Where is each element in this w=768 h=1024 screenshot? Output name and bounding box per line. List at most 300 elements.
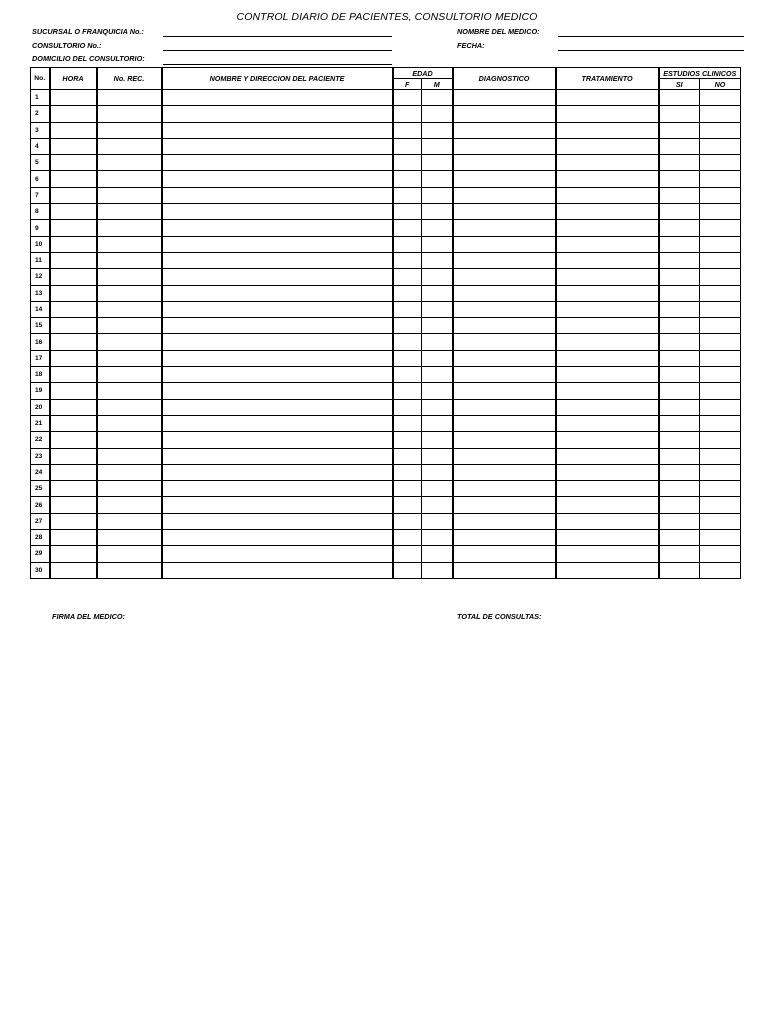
estudios-si-cell[interactable] — [659, 138, 700, 154]
no-rec-cell[interactable] — [97, 432, 162, 448]
estudios-si-cell[interactable] — [659, 546, 700, 562]
estudios-si-cell[interactable] — [659, 562, 700, 578]
tratamiento-cell[interactable] — [556, 497, 659, 513]
edad-m-cell[interactable] — [422, 415, 453, 431]
edad-m-cell[interactable] — [422, 367, 453, 383]
no-rec-cell[interactable] — [97, 220, 162, 236]
row-number: 5 — [31, 155, 50, 171]
hora-cell[interactable] — [50, 204, 97, 220]
row-number: 11 — [31, 252, 50, 268]
estudios-no-cell[interactable] — [700, 318, 741, 334]
nombre-cell[interactable] — [162, 269, 393, 285]
no-rec-cell[interactable] — [97, 530, 162, 546]
edad-f-cell[interactable] — [393, 334, 422, 350]
hora-cell[interactable] — [50, 285, 97, 301]
edad-m-cell[interactable] — [422, 562, 453, 578]
tratamiento-cell[interactable] — [556, 415, 659, 431]
hora-cell[interactable] — [50, 415, 97, 431]
estudios-si-cell[interactable] — [659, 530, 700, 546]
table-row — [31, 415, 741, 431]
diagnostico-cell[interactable] — [453, 350, 556, 366]
tratamiento-cell[interactable] — [556, 269, 659, 285]
estudios-si-cell[interactable] — [659, 90, 700, 106]
edad-f-cell[interactable] — [393, 367, 422, 383]
hora-cell[interactable] — [50, 562, 97, 578]
estudios-si-cell[interactable] — [659, 415, 700, 431]
no-rec-cell[interactable] — [97, 383, 162, 399]
estudios-no-cell[interactable] — [700, 350, 741, 366]
edad-m-cell[interactable] — [422, 497, 453, 513]
estudios-no-cell[interactable] — [700, 155, 741, 171]
hora-cell[interactable] — [50, 155, 97, 171]
nombre-cell[interactable] — [162, 448, 393, 464]
hora-cell[interactable] — [50, 367, 97, 383]
hora-cell[interactable] — [50, 432, 97, 448]
estudios-no-cell[interactable] — [700, 285, 741, 301]
estudios-no-cell[interactable] — [700, 220, 741, 236]
nombre-cell[interactable] — [162, 530, 393, 546]
table-row — [31, 513, 741, 529]
edad-m-cell[interactable] — [422, 334, 453, 350]
tratamiento-cell[interactable] — [556, 562, 659, 578]
row-number: 8 — [31, 204, 50, 220]
diagnostico-cell[interactable] — [453, 383, 556, 399]
fecha-field[interactable] — [558, 50, 744, 51]
nombre-cell[interactable] — [162, 464, 393, 480]
estudios-no-cell[interactable] — [700, 415, 741, 431]
edad-m-cell[interactable] — [422, 285, 453, 301]
edad-m-cell[interactable] — [422, 318, 453, 334]
tratamiento-cell[interactable] — [556, 383, 659, 399]
edad-f-cell[interactable] — [393, 155, 422, 171]
nombre-cell[interactable] — [162, 138, 393, 154]
estudios-no-cell[interactable] — [700, 90, 741, 106]
edad-m-cell[interactable] — [422, 138, 453, 154]
edad-f-cell[interactable] — [393, 285, 422, 301]
tratamiento-cell[interactable] — [556, 187, 659, 203]
diagnostico-cell[interactable] — [453, 415, 556, 431]
hora-cell[interactable] — [50, 187, 97, 203]
edad-m-cell[interactable] — [422, 530, 453, 546]
tratamiento-cell[interactable] — [556, 481, 659, 497]
nombre-cell[interactable] — [162, 334, 393, 350]
no-rec-cell[interactable] — [97, 546, 162, 562]
estudios-si-cell[interactable] — [659, 334, 700, 350]
edad-m-cell[interactable] — [422, 513, 453, 529]
tratamiento-cell[interactable] — [556, 106, 659, 122]
edad-m-cell[interactable] — [422, 269, 453, 285]
edad-f-cell[interactable] — [393, 432, 422, 448]
diagnostico-cell[interactable] — [453, 481, 556, 497]
domicilio-field[interactable] — [163, 64, 392, 65]
edad-m-cell[interactable] — [422, 106, 453, 122]
no-rec-cell[interactable] — [97, 204, 162, 220]
tratamiento-cell[interactable] — [556, 204, 659, 220]
estudios-no-cell[interactable] — [700, 464, 741, 480]
diagnostico-cell[interactable] — [453, 204, 556, 220]
estudios-no-cell[interactable] — [700, 334, 741, 350]
edad-f-cell[interactable] — [393, 187, 422, 203]
estudios-no-cell[interactable] — [700, 399, 741, 415]
no-rec-cell[interactable] — [97, 155, 162, 171]
total-consultas-label: TOTAL DE CONSULTAS: — [457, 612, 542, 621]
nombre-cell[interactable] — [162, 497, 393, 513]
edad-f-cell[interactable] — [393, 220, 422, 236]
diagnostico-cell[interactable] — [453, 301, 556, 317]
edad-f-cell[interactable] — [393, 546, 422, 562]
estudios-si-cell[interactable] — [659, 171, 700, 187]
edad-m-cell[interactable] — [422, 301, 453, 317]
estudios-si-cell[interactable] — [659, 481, 700, 497]
estudios-si-cell[interactable] — [659, 367, 700, 383]
diagnostico-cell[interactable] — [453, 432, 556, 448]
estudios-si-cell[interactable] — [659, 204, 700, 220]
tratamiento-cell[interactable] — [556, 171, 659, 187]
estudios-no-cell[interactable] — [700, 187, 741, 203]
estudios-si-cell[interactable] — [659, 220, 700, 236]
edad-f-cell[interactable] — [393, 383, 422, 399]
edad-f-cell[interactable] — [393, 171, 422, 187]
estudios-si-cell[interactable] — [659, 187, 700, 203]
table-row — [31, 187, 741, 203]
estudios-si-cell[interactable] — [659, 497, 700, 513]
estudios-si-cell[interactable] — [659, 301, 700, 317]
diagnostico-cell[interactable] — [453, 285, 556, 301]
estudios-si-cell[interactable] — [659, 383, 700, 399]
nombre-cell[interactable] — [162, 171, 393, 187]
diagnostico-cell[interactable] — [453, 497, 556, 513]
edad-f-cell[interactable] — [393, 448, 422, 464]
nombre-cell[interactable] — [162, 220, 393, 236]
nombre-cell[interactable] — [162, 546, 393, 562]
estudios-no-cell[interactable] — [700, 383, 741, 399]
nombre-cell[interactable] — [162, 155, 393, 171]
estudios-no-cell[interactable] — [700, 138, 741, 154]
edad-m-cell[interactable] — [422, 155, 453, 171]
estudios-no-cell[interactable] — [700, 481, 741, 497]
row-number: 26 — [31, 497, 50, 513]
hora-cell[interactable] — [50, 236, 97, 252]
tratamiento-cell[interactable] — [556, 220, 659, 236]
diagnostico-cell[interactable] — [453, 367, 556, 383]
tratamiento-cell[interactable] — [556, 236, 659, 252]
no-rec-cell[interactable] — [97, 301, 162, 317]
edad-f-cell[interactable] — [393, 399, 422, 415]
hora-cell[interactable] — [50, 448, 97, 464]
estudios-no-cell[interactable] — [700, 204, 741, 220]
nombre-cell[interactable] — [162, 301, 393, 317]
estudios-no-cell[interactable] — [700, 432, 741, 448]
edad-f-cell[interactable] — [393, 497, 422, 513]
nombre-cell[interactable] — [162, 399, 393, 415]
medico-label: NOMBRE DEL MEDICO: — [457, 27, 540, 36]
col-header-no-rec: No. REC. — [97, 68, 162, 90]
table-row — [31, 122, 741, 138]
nombre-cell[interactable] — [162, 187, 393, 203]
edad-m-cell[interactable] — [422, 546, 453, 562]
nombre-cell[interactable] — [162, 106, 393, 122]
tratamiento-cell[interactable] — [556, 546, 659, 562]
row-number: 13 — [31, 285, 50, 301]
edad-f-cell[interactable] — [393, 106, 422, 122]
nombre-cell[interactable] — [162, 252, 393, 268]
hora-cell[interactable] — [50, 350, 97, 366]
tratamiento-cell[interactable] — [556, 252, 659, 268]
no-rec-cell[interactable] — [97, 106, 162, 122]
no-rec-cell[interactable] — [97, 318, 162, 334]
edad-m-cell[interactable] — [422, 464, 453, 480]
estudios-no-cell[interactable] — [700, 171, 741, 187]
hora-cell[interactable] — [50, 122, 97, 138]
estudios-si-cell[interactable] — [659, 252, 700, 268]
row-number: 30 — [31, 562, 50, 578]
diagnostico-cell[interactable] — [453, 562, 556, 578]
estudios-no-cell[interactable] — [700, 530, 741, 546]
hora-cell[interactable] — [50, 513, 97, 529]
nombre-cell[interactable] — [162, 90, 393, 106]
table-row — [31, 106, 741, 122]
hora-cell[interactable] — [50, 399, 97, 415]
edad-f-cell[interactable] — [393, 318, 422, 334]
tratamiento-cell[interactable] — [556, 464, 659, 480]
edad-m-cell[interactable] — [422, 171, 453, 187]
sucursal-field[interactable] — [163, 36, 392, 37]
hora-cell[interactable] — [50, 383, 97, 399]
estudios-no-cell[interactable] — [700, 106, 741, 122]
edad-m-cell[interactable] — [422, 236, 453, 252]
tratamiento-cell[interactable] — [556, 318, 659, 334]
diagnostico-cell[interactable] — [453, 318, 556, 334]
hora-cell[interactable] — [50, 530, 97, 546]
tratamiento-cell[interactable] — [556, 301, 659, 317]
estudios-no-cell[interactable] — [700, 122, 741, 138]
tratamiento-cell[interactable] — [556, 513, 659, 529]
edad-f-cell[interactable] — [393, 530, 422, 546]
no-rec-cell[interactable] — [97, 138, 162, 154]
no-rec-cell[interactable] — [97, 497, 162, 513]
tratamiento-cell[interactable] — [556, 448, 659, 464]
edad-m-cell[interactable] — [422, 399, 453, 415]
diagnostico-cell[interactable] — [453, 171, 556, 187]
diagnostico-cell[interactable] — [453, 399, 556, 415]
no-rec-cell[interactable] — [97, 90, 162, 106]
estudios-si-cell[interactable] — [659, 122, 700, 138]
estudios-no-cell[interactable] — [700, 301, 741, 317]
sucursal-label: SUCURSAL O FRANQUICIA No.: — [32, 27, 144, 36]
diagnostico-cell[interactable] — [453, 220, 556, 236]
nombre-cell[interactable] — [162, 415, 393, 431]
no-rec-cell[interactable] — [97, 513, 162, 529]
estudios-si-cell[interactable] — [659, 269, 700, 285]
no-rec-cell[interactable] — [97, 334, 162, 350]
tratamiento-cell[interactable] — [556, 350, 659, 366]
hora-cell[interactable] — [50, 90, 97, 106]
table-row — [31, 138, 741, 154]
edad-f-cell[interactable] — [393, 90, 422, 106]
edad-f-cell[interactable] — [393, 269, 422, 285]
hora-cell[interactable] — [50, 464, 97, 480]
edad-m-cell[interactable] — [422, 350, 453, 366]
estudios-no-cell[interactable] — [700, 513, 741, 529]
estudios-si-cell[interactable] — [659, 155, 700, 171]
hora-cell[interactable] — [50, 497, 97, 513]
nombre-cell[interactable] — [162, 367, 393, 383]
nombre-cell[interactable] — [162, 383, 393, 399]
edad-m-cell[interactable] — [422, 220, 453, 236]
tratamiento-cell[interactable] — [556, 90, 659, 106]
diagnostico-cell[interactable] — [453, 138, 556, 154]
tratamiento-cell[interactable] — [556, 530, 659, 546]
no-rec-cell[interactable] — [97, 399, 162, 415]
nombre-cell[interactable] — [162, 562, 393, 578]
nombre-cell[interactable] — [162, 513, 393, 529]
nombre-cell[interactable] — [162, 204, 393, 220]
no-rec-cell[interactable] — [97, 415, 162, 431]
medico-field[interactable] — [558, 36, 744, 37]
col-header-hora: HORA — [50, 68, 97, 90]
hora-cell[interactable] — [50, 318, 97, 334]
hora-cell[interactable] — [50, 334, 97, 350]
edad-f-cell[interactable] — [393, 138, 422, 154]
edad-f-cell[interactable] — [393, 350, 422, 366]
table-row — [31, 204, 741, 220]
no-rec-cell[interactable] — [97, 562, 162, 578]
diagnostico-cell[interactable] — [453, 106, 556, 122]
tratamiento-cell[interactable] — [556, 432, 659, 448]
no-rec-cell[interactable] — [97, 448, 162, 464]
estudios-no-cell[interactable] — [700, 448, 741, 464]
edad-m-cell[interactable] — [422, 204, 453, 220]
edad-f-cell[interactable] — [393, 204, 422, 220]
nombre-cell[interactable] — [162, 432, 393, 448]
diagnostico-cell[interactable] — [453, 546, 556, 562]
col-header-estudios-no: NO — [700, 79, 741, 90]
nombre-cell[interactable] — [162, 350, 393, 366]
estudios-no-cell[interactable] — [700, 562, 741, 578]
col-header-edad-f: F — [393, 79, 422, 90]
diagnostico-cell[interactable] — [453, 530, 556, 546]
edad-m-cell[interactable] — [422, 90, 453, 106]
tratamiento-cell[interactable] — [556, 285, 659, 301]
estudios-no-cell[interactable] — [700, 497, 741, 513]
edad-f-cell[interactable] — [393, 236, 422, 252]
edad-f-cell[interactable] — [393, 252, 422, 268]
table-row — [31, 334, 741, 350]
nombre-cell[interactable] — [162, 122, 393, 138]
edad-f-cell[interactable] — [393, 513, 422, 529]
diagnostico-cell[interactable] — [453, 448, 556, 464]
tratamiento-cell[interactable] — [556, 138, 659, 154]
hora-cell[interactable] — [50, 252, 97, 268]
diagnostico-cell[interactable] — [453, 187, 556, 203]
edad-m-cell[interactable] — [422, 432, 453, 448]
no-rec-cell[interactable] — [97, 481, 162, 497]
estudios-no-cell[interactable] — [700, 252, 741, 268]
diagnostico-cell[interactable] — [453, 122, 556, 138]
no-rec-cell[interactable] — [97, 285, 162, 301]
edad-m-cell[interactable] — [422, 187, 453, 203]
estudios-si-cell[interactable] — [659, 432, 700, 448]
estudios-si-cell[interactable] — [659, 318, 700, 334]
estudios-si-cell[interactable] — [659, 106, 700, 122]
row-number: 10 — [31, 236, 50, 252]
edad-m-cell[interactable] — [422, 383, 453, 399]
no-rec-cell[interactable] — [97, 252, 162, 268]
diagnostico-cell[interactable] — [453, 236, 556, 252]
no-rec-cell[interactable] — [97, 367, 162, 383]
diagnostico-cell[interactable] — [453, 513, 556, 529]
estudios-si-cell[interactable] — [659, 513, 700, 529]
hora-cell[interactable] — [50, 138, 97, 154]
no-rec-cell[interactable] — [97, 171, 162, 187]
hora-cell[interactable] — [50, 546, 97, 562]
tratamiento-cell[interactable] — [556, 122, 659, 138]
edad-f-cell[interactable] — [393, 301, 422, 317]
no-rec-cell[interactable] — [97, 187, 162, 203]
estudios-no-cell[interactable] — [700, 236, 741, 252]
estudios-no-cell[interactable] — [700, 269, 741, 285]
hora-cell[interactable] — [50, 106, 97, 122]
estudios-si-cell[interactable] — [659, 285, 700, 301]
diagnostico-cell[interactable] — [453, 464, 556, 480]
patient-log-table — [30, 67, 741, 579]
estudios-si-cell[interactable] — [659, 448, 700, 464]
diagnostico-cell[interactable] — [453, 90, 556, 106]
edad-f-cell[interactable] — [393, 122, 422, 138]
no-rec-cell[interactable] — [97, 350, 162, 366]
estudios-no-cell[interactable] — [700, 546, 741, 562]
nombre-cell[interactable] — [162, 318, 393, 334]
row-number: 21 — [31, 415, 50, 431]
diagnostico-cell[interactable] — [453, 269, 556, 285]
edad-m-cell[interactable] — [422, 448, 453, 464]
hora-cell[interactable] — [50, 301, 97, 317]
estudios-si-cell[interactable] — [659, 399, 700, 415]
no-rec-cell[interactable] — [97, 236, 162, 252]
estudios-si-cell[interactable] — [659, 236, 700, 252]
edad-f-cell[interactable] — [393, 464, 422, 480]
hora-cell[interactable] — [50, 220, 97, 236]
edad-f-cell[interactable] — [393, 415, 422, 431]
nombre-cell[interactable] — [162, 236, 393, 252]
edad-m-cell[interactable] — [422, 252, 453, 268]
tratamiento-cell[interactable] — [556, 399, 659, 415]
row-number: 7 — [31, 187, 50, 203]
no-rec-cell[interactable] — [97, 269, 162, 285]
nombre-cell[interactable] — [162, 481, 393, 497]
diagnostico-cell[interactable] — [453, 252, 556, 268]
estudios-si-cell[interactable] — [659, 464, 700, 480]
edad-m-cell[interactable] — [422, 481, 453, 497]
tratamiento-cell[interactable] — [556, 334, 659, 350]
nombre-cell[interactable] — [162, 285, 393, 301]
hora-cell[interactable] — [50, 171, 97, 187]
edad-m-cell[interactable] — [422, 122, 453, 138]
hora-cell[interactable] — [50, 481, 97, 497]
tratamiento-cell[interactable] — [556, 155, 659, 171]
estudios-no-cell[interactable] — [700, 367, 741, 383]
diagnostico-cell[interactable] — [453, 155, 556, 171]
hora-cell[interactable] — [50, 269, 97, 285]
no-rec-cell[interactable] — [97, 122, 162, 138]
edad-f-cell[interactable] — [393, 481, 422, 497]
consultorio-field[interactable] — [163, 50, 392, 51]
no-rec-cell[interactable] — [97, 464, 162, 480]
estudios-si-cell[interactable] — [659, 350, 700, 366]
edad-f-cell[interactable] — [393, 562, 422, 578]
tratamiento-cell[interactable] — [556, 367, 659, 383]
diagnostico-cell[interactable] — [453, 334, 556, 350]
